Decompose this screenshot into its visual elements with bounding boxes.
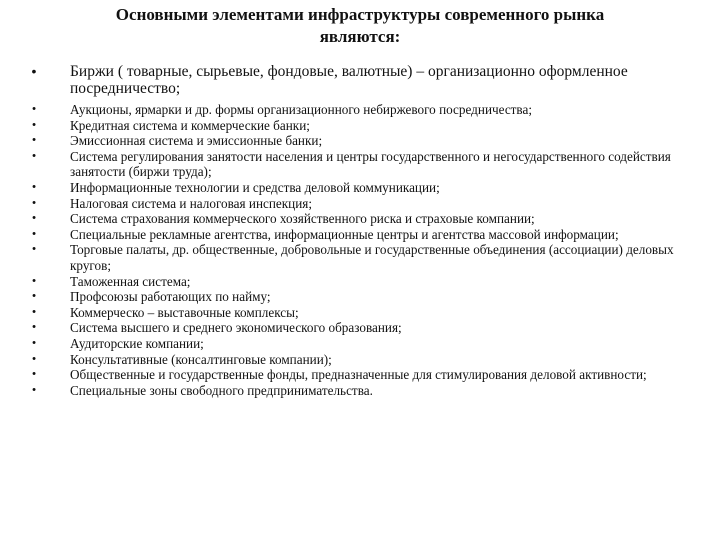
list-item — [28, 196, 693, 212]
list-item-text: Консультативные (консалтинговые компании); — [70, 351, 332, 367]
slide-title-line-1: Основными элементами инфраструктуры современного рынка — [115, 5, 605, 24]
bullet-icon: • — [32, 118, 36, 131]
list-item-text: Система высшего и среднего экономического образования; — [70, 320, 402, 336]
list-item-text: Аукционы, ярмарки и др. формы организационного небиржевого посредничества; — [70, 102, 533, 117]
list-item — [28, 336, 693, 352]
list-item — [28, 289, 693, 305]
list-item — [28, 383, 693, 399]
list-item — [28, 352, 693, 368]
bullet-icon: • — [32, 336, 36, 349]
list-item-text: Информационные технологии и средства деловой коммуникации; — [70, 179, 440, 195]
list-item — [28, 63, 693, 97]
list-item-text: Биржи ( товарные, сырьевые, фондовые, валютные) – организационно оформленное посредничество; — [70, 63, 628, 97]
list-item — [28, 242, 693, 273]
list-item — [28, 133, 693, 149]
bullet-icon: • — [32, 243, 36, 256]
list-item-text: Торговые палаты, др. общественные, добровольные и государственные объединения (ассоциации) деловых кругов; — [70, 242, 674, 273]
bullet-icon: • — [31, 63, 37, 79]
list-item-text: Система регулирования занятости населения и центры государственного и негосударственного содействия занятости (биржи труда); — [70, 148, 671, 180]
list-item-text: Таможенная система; — [70, 273, 191, 289]
bullet-icon: • — [32, 196, 36, 209]
bullet-icon: • — [32, 149, 36, 162]
slide-title — [60, 4, 660, 48]
bullet-icon: • — [32, 274, 36, 287]
slide-title-line-2: являются: — [319, 27, 401, 46]
bullet-icon: • — [32, 321, 36, 334]
list-item — [28, 320, 693, 336]
list-item — [28, 227, 693, 243]
bullet-icon: • — [32, 212, 36, 225]
bullet-icon: • — [32, 368, 36, 381]
list-item — [28, 274, 693, 290]
list-item — [28, 102, 693, 118]
bullet-icon: • — [32, 180, 36, 193]
bullet-icon: • — [32, 103, 36, 115]
list-item — [28, 367, 693, 383]
bullet-icon: • — [32, 352, 36, 365]
list-item-text: Коммерческо – выставочные комплексы; — [70, 304, 299, 320]
bullet-icon: • — [32, 227, 36, 240]
list-item-text: Специальные зоны свободного предпринимательства. — [70, 382, 373, 398]
list-item-text: Эмиссионная система и эмиссионные банки; — [70, 133, 323, 149]
list-item-text: Аудиторские компании; — [70, 335, 204, 351]
list-item — [28, 118, 693, 134]
list-item-text: Профсоюзы работающих по найму; — [70, 289, 271, 305]
list-item-text: Система страхования коммерческого хозяйственного риска и страховые компании; — [70, 211, 535, 227]
bullet-icon: • — [32, 134, 36, 147]
list-item-text: Кредитная система и коммерческие банки; — [70, 117, 310, 133]
list-item — [28, 211, 693, 227]
bullet-icon: • — [32, 290, 36, 303]
list-item-text: Налоговая система и налоговая инспекция; — [70, 195, 313, 211]
list-item-text: Специальные рекламные агентства, информационные центры и агентства массовой информации; — [70, 226, 619, 242]
list-item — [28, 149, 693, 180]
bullet-icon: • — [32, 305, 36, 318]
list-item — [28, 180, 693, 196]
bullet-icon: • — [32, 383, 36, 396]
list-item — [28, 305, 693, 321]
bullet-list — [28, 63, 693, 398]
list-item-text: Общественные и государственные фонды, предназначенные для стимулирования деловой активности; — [70, 367, 647, 383]
